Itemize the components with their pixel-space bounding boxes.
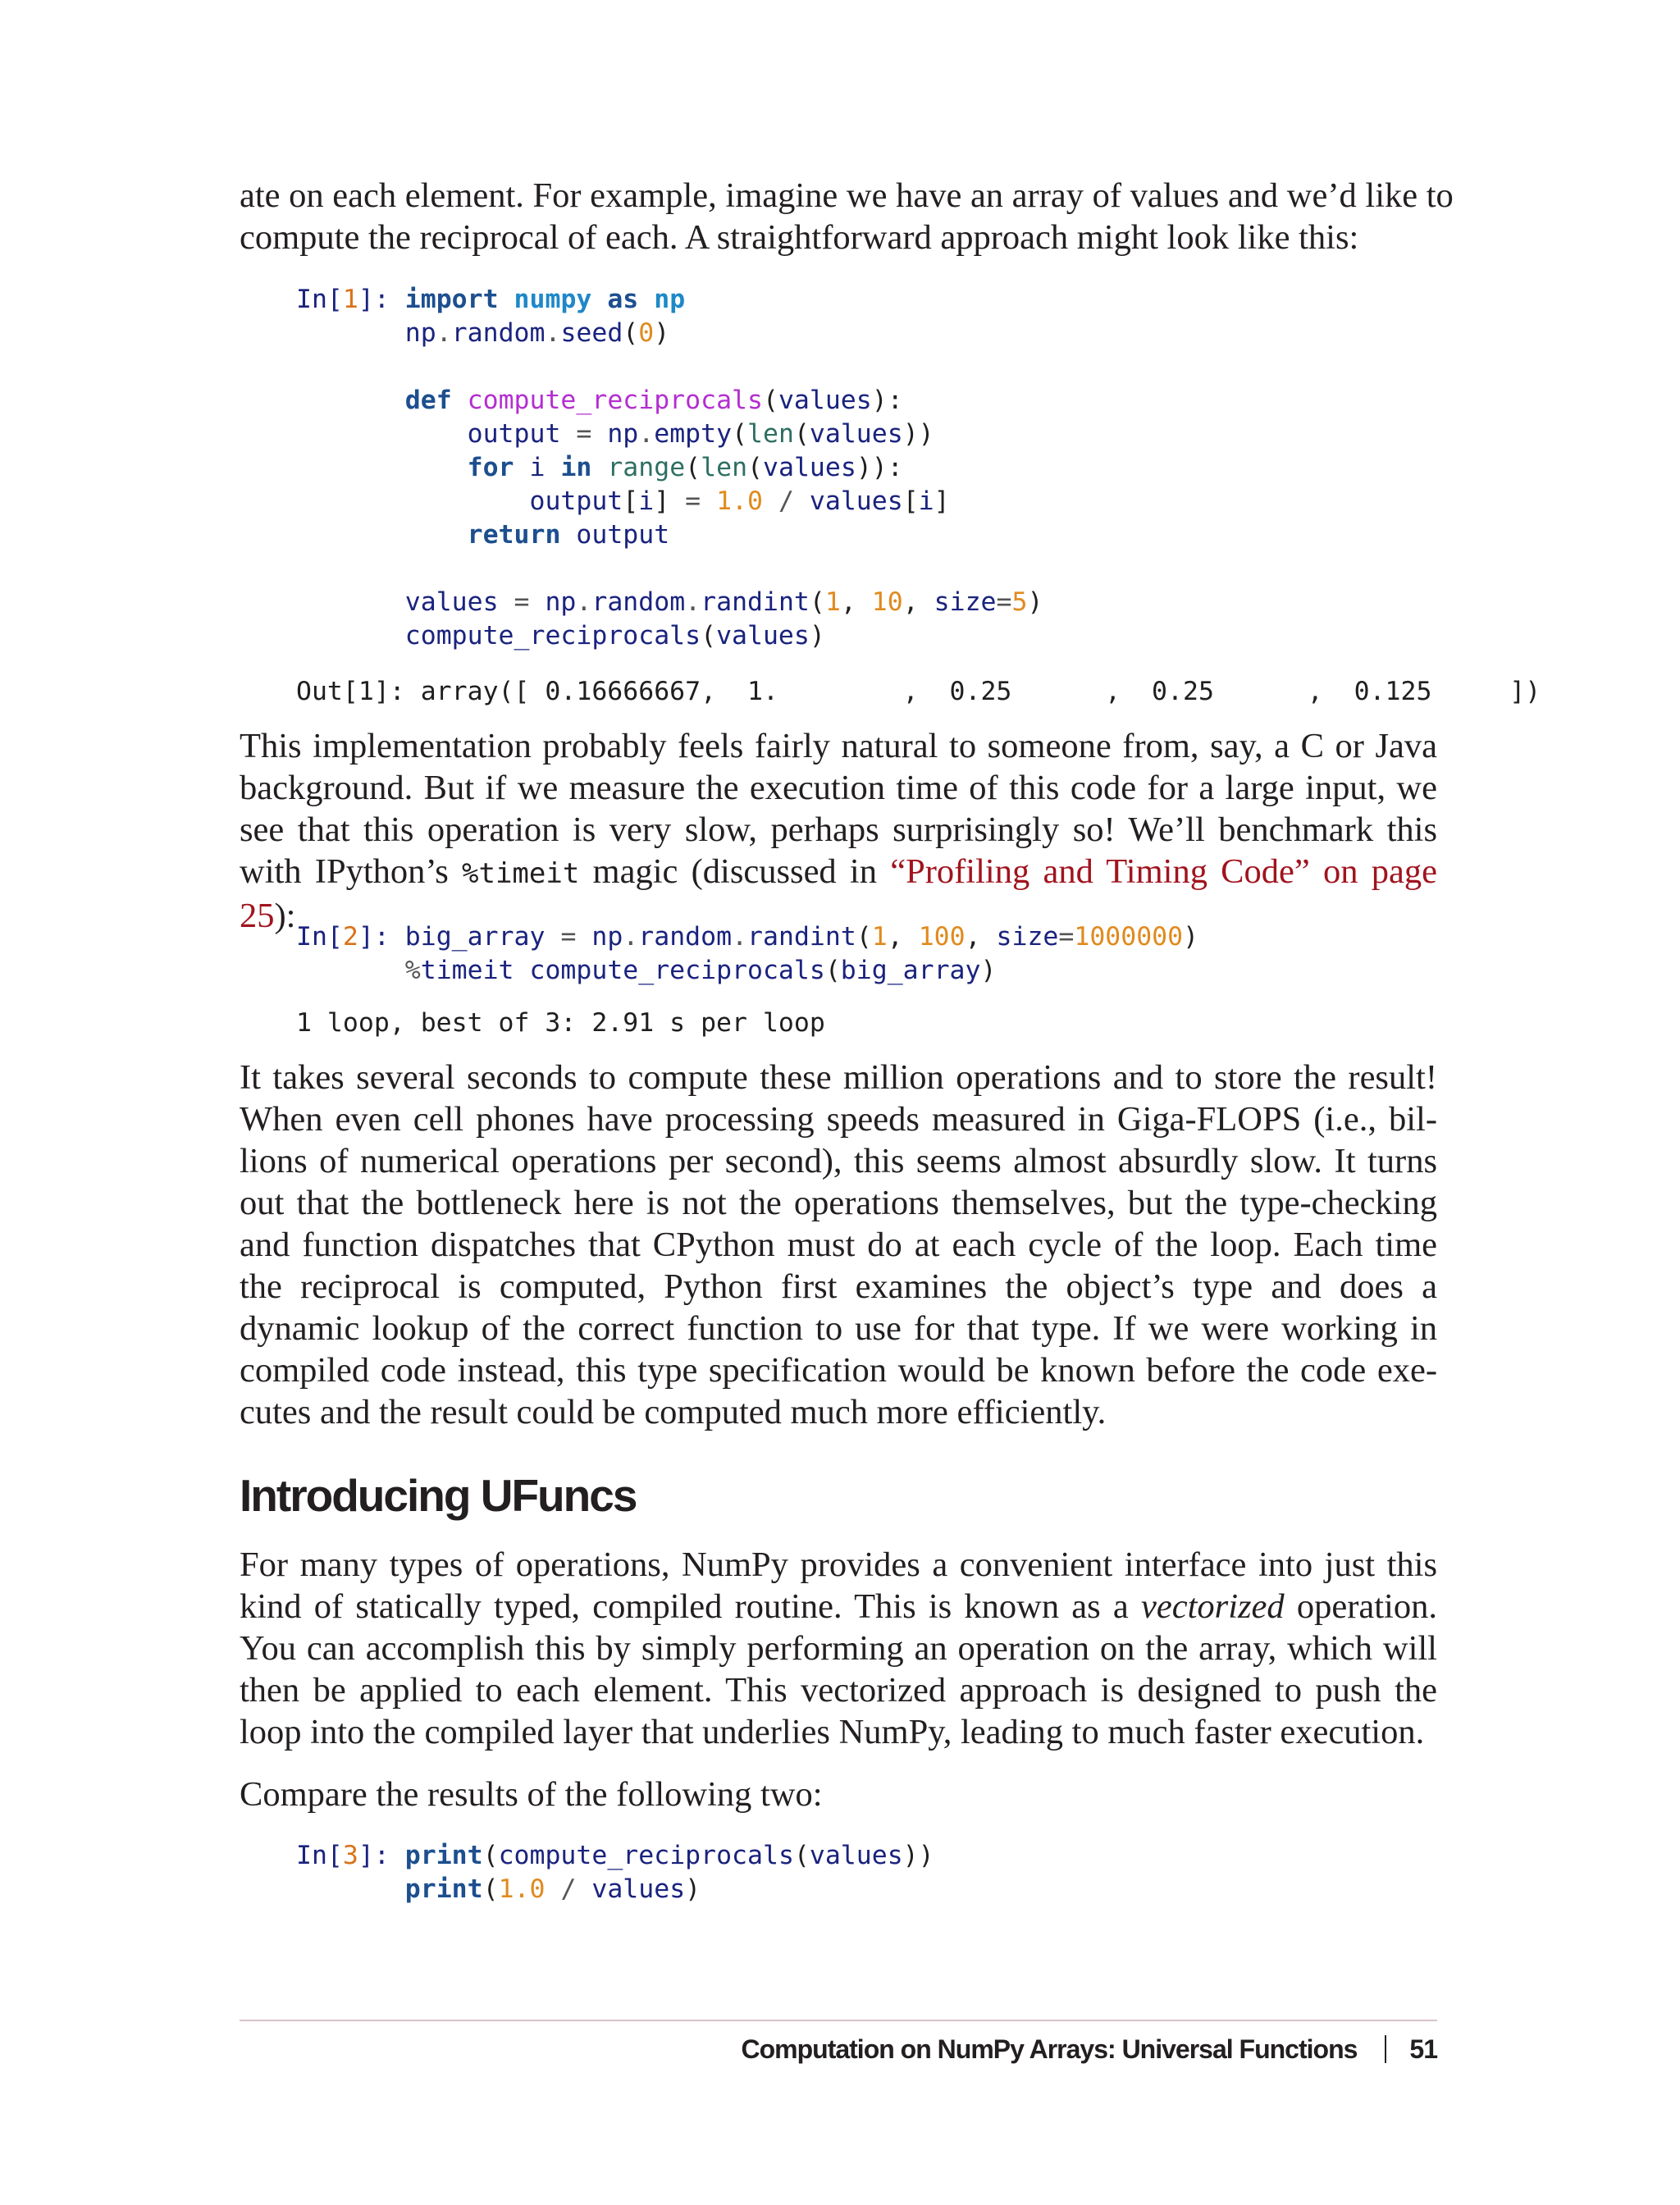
paragraph-explanation: It takes several seconds to compute these million operations and to store the result! When even cell phones have processing speeds measured in Giga-FLOPS (i.e., billions of numerical operations per second), this seems almost absurdly slow. It turns out that the bottleneck here is not the operations themselves, but the type-checking and function dispatches that CPython must do at each cycle of the loop. Each time the reciprocal is computed, Python first examines the object’s type and does a dynamic lookup of the correct function to use for that type. If we were working in compiled code instead, this type specification would be known before the code executes and the result could be computed much more efficiently. [240, 1058, 1437, 1431]
footer-divider [240, 2020, 1437, 2021]
footer-separator [1385, 2035, 1386, 2063]
code-cell-3: In[3]: print(compute_reciprocals(values)) print(1.0 / values) [296, 1841, 934, 1904]
paragraph-ufuncs: For many types of operations, NumPy provides a convenient interface into just this kind of statically typed, compiled routine. This is known as a vectorized operation. You can accomplish this by simply performing an operation on the array, which will then be applied to each element. This vectorized approach is designed to push the loop into the compiled layer that underlies NumPy, leading to much faster execution. [240, 1545, 1437, 1751]
intro-line-2: compute the reciprocal of each. A straightforward approach might look like this: [240, 218, 1359, 257]
intro-line-1: ate on each element. For example, imagine we have an array of values and we’d like to [240, 176, 1454, 215]
inline-code-timeit: %timeit [462, 857, 580, 890]
emphasis-vectorized: vectorized [1141, 1587, 1285, 1626]
code-cell-1: In[1]: import numpy as np np.random.seed(0) def compute_reciprocals(values): output = np.empty(len(values)) for i in range(len(values)): output[i] = 1.0 / values[i] return output values = np.random.randint(1, 10, size=5) compute_reciprocals(values) [296, 285, 1043, 651]
paragraph-benchmark: This implementation probably feels fairly natural to someone from, say, a C or Java background. But if we measure the execution time of this code for a large input, we see that this operation is very slow, perhaps surprisingly so! We’ll benchmark this with IPython’s %timeit magic (discussed in “Profiling and Timing Code” on page 25): [240, 727, 1437, 935]
page-number: 51 [1409, 2034, 1437, 2064]
code-output-2: 1 loop, best of 3: 2.91 s per loop [296, 1008, 825, 1038]
output-prompt: Out[1]: [296, 677, 421, 706]
section-heading: Introducing UFuncs [240, 1470, 637, 1521]
output-value: array([ 0.16666667, 1. , 0.25 , 0.25 , 0.125 ]) [420, 677, 1541, 706]
running-footer [741, 2031, 1437, 2067]
footer-section-title: Computation on NumPy Arrays: Universal Functions [741, 2034, 1358, 2064]
paragraph-compare: Compare the results of the following two: [240, 1775, 823, 1814]
cross-reference-link[interactable]: “Profiling and Timing Code” on page 25 [240, 852, 1437, 935]
code-output-1 [296, 675, 1541, 709]
code-cell-2: In[2]: big_array = np.random.randint(1, 100, size=1000000) %timeit compute_reciprocals(big_array) [296, 922, 1199, 985]
